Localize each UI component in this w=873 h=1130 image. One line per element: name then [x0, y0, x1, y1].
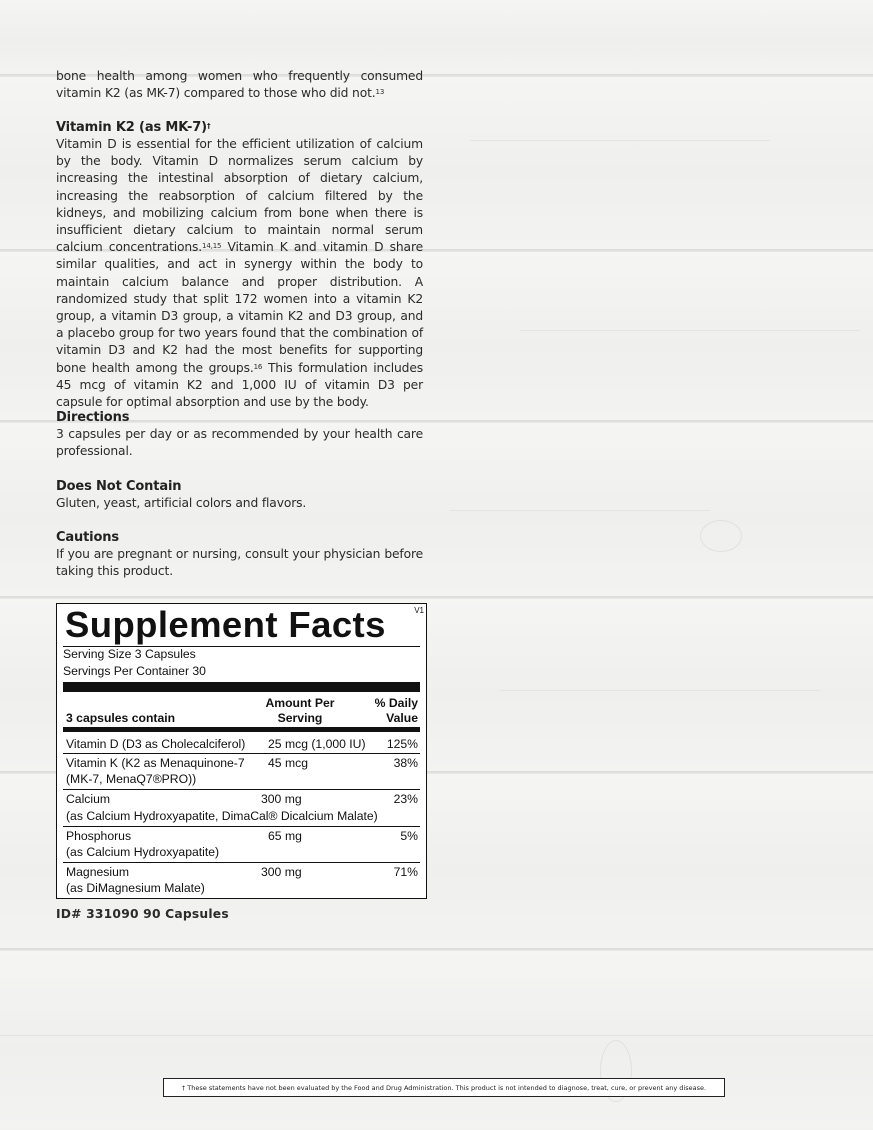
- row-vitamin-k-amount: 45 mcg: [268, 756, 308, 770]
- cautions-text: If you are pregnant or nursing, consult your physician before taking this product.: [56, 547, 423, 579]
- row-magnesium-name: Magnesium: [66, 865, 129, 879]
- row-vitamin-d-name: Vitamin D (D3 as Cholecalciferol): [66, 737, 246, 751]
- does-not-contain-text: Gluten, yeast, artificial colors and flavors.: [56, 496, 307, 510]
- row-magnesium-name-2: (as DiMagnesium Malate): [66, 881, 205, 895]
- k2-paragraph: Vitamin D is essential for the efficient utilization of calcium by the body. Vitamin D normalizes serum calcium by increasing the intestinal absorption of dietary calcium, increasing the reabsorption of calcium filtered by the kidneys, and mobilizing calcium from bone when there is insufficient dietary calcium to maintain normal serum calcium concentrations.$^{14,15}$ Vitamin K and vitamin D share similar qualities, and act in synergy within the body to maintain calcium balance and proper distribution. A randomized study that split 172 women into a vitamin K2 group, a vitamin D3 group, a vitamin K2 and D3 group, and a placebo group for two years found that the combination of vitamin D3 and K2 had the most benefits for supporting bone health among the groups.$^{16}$ This formulation includes 45 mcg of vitamin K2 and 1,000 IU of vitamin D3 per capsule for optimal absorption and use by the body.: [56, 137, 423, 410]
- intro-ref: 13: [375, 88, 385, 97]
- version-label: V1: [414, 606, 424, 615]
- col-dv-1: % Daily: [374, 696, 418, 710]
- thick-divider: [63, 682, 420, 692]
- row-magnesium-amount: 300 mg: [261, 865, 302, 879]
- supplement-facts-title: Supplement Facts: [65, 604, 386, 645]
- col-amount-1: Amount Per: [265, 696, 335, 710]
- supplement-facts-panel: [56, 603, 427, 899]
- servings-per-container: Servings Per Container 30: [63, 664, 206, 678]
- row-vitamin-k-name-2: (MK-7, MenaQ7®PRO)): [66, 772, 197, 786]
- row-calcium-amount: 300 mg: [261, 792, 302, 806]
- row-phosphorus-name: Phosphorus: [66, 829, 132, 843]
- does-not-contain-heading: Does Not Contain: [56, 479, 182, 494]
- does-not-contain-section: [56, 478, 423, 512]
- product-id-line: ID# 331090 90 Capsules: [56, 907, 229, 921]
- col-contains: 3 capsules contain: [66, 711, 176, 725]
- serving-size: Serving Size 3 Capsules: [63, 647, 196, 661]
- intro-paragraph: [56, 68, 423, 102]
- cautions-section: [56, 529, 423, 580]
- row-vitamin-k-dv: 38%: [393, 756, 418, 770]
- row-vitamin-k-name: Vitamin K (K2 as Menaquinone-7: [66, 756, 245, 770]
- col-amount-2: Serving: [277, 711, 323, 725]
- cautions-heading: Cautions: [56, 530, 119, 545]
- directions-section: [56, 409, 423, 460]
- row-calcium-name: Calcium: [66, 792, 111, 806]
- row-calcium-dv: 23%: [393, 792, 418, 806]
- row-calcium-name-2: (as Calcium Hydroxyapatite, DimaCal® Dicalcium Malate): [66, 809, 378, 823]
- row-magnesium-dv: 71%: [393, 865, 418, 879]
- row-vitamin-d-amount: 25 mcg (1,000 IU): [268, 737, 366, 751]
- intro-text: bone health among women who frequently consumed vitamin K2 (as MK-7) compared to those who did not.: [56, 69, 423, 101]
- row-phosphorus-name-2: (as Calcium Hydroxyapatite): [66, 845, 220, 859]
- k2-heading: Vitamin K2 (as MK-7)†: [56, 120, 211, 135]
- col-dv-2: Value: [386, 711, 418, 725]
- k2-heading-mark: †: [206, 122, 211, 130]
- directions-heading: Directions: [56, 410, 130, 425]
- fda-disclaimer: † These statements have not been evaluated by the Food and Drug Administration. This product is not intended to diagnose, treat, cure, or prevent any disease.: [163, 1078, 725, 1097]
- row-phosphorus-amount: 65 mg: [268, 829, 302, 843]
- row-vitamin-d-dv: 125%: [386, 737, 418, 751]
- row-phosphorus-dv: 5%: [400, 829, 418, 843]
- directions-text: 3 capsules per day or as recommended by your health care professional.: [56, 427, 423, 459]
- k2-section: [56, 119, 423, 411]
- header-divider: [63, 727, 420, 732]
